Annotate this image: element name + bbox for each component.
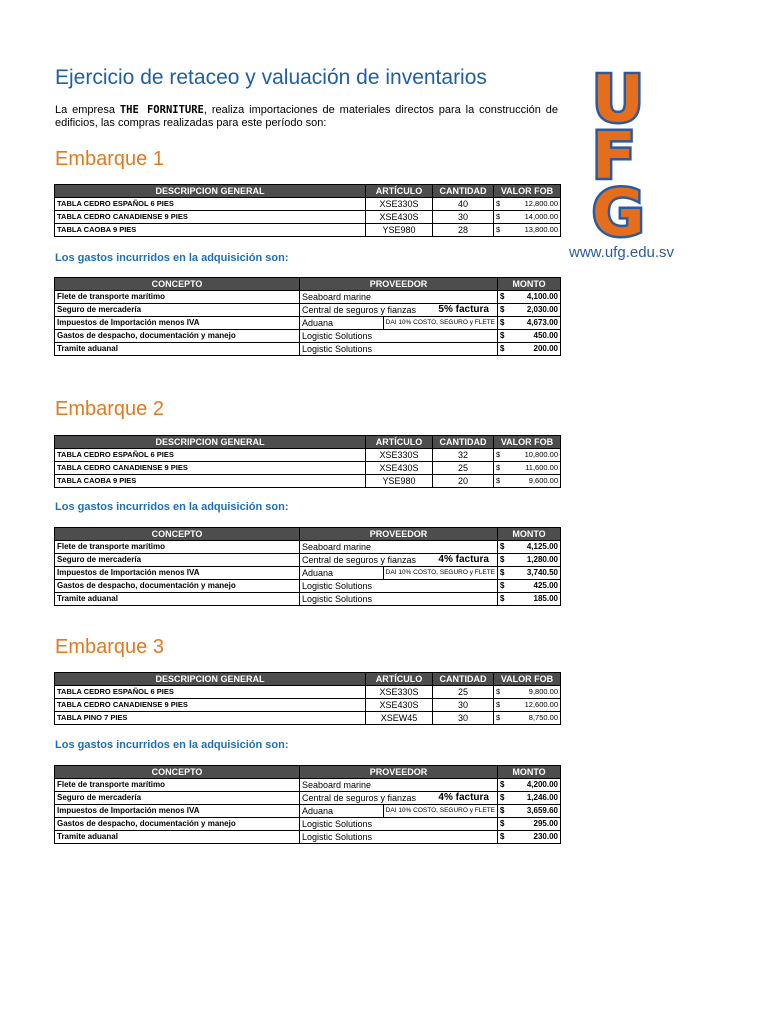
product-description: TABLA CAOBA 9 PIES bbox=[55, 224, 366, 237]
currency-symbol: $ bbox=[500, 594, 505, 603]
table-row bbox=[55, 779, 561, 792]
provider-name: Aduana bbox=[302, 568, 334, 578]
expense-concept: Impuestos de Importación menos IVA bbox=[55, 567, 300, 580]
table-row bbox=[55, 686, 561, 699]
product-article: XSE430S bbox=[366, 699, 433, 712]
currency-symbol: $ bbox=[500, 819, 505, 828]
shipment-1-products-table bbox=[54, 184, 561, 237]
shipment-3-expenses-table bbox=[54, 765, 561, 844]
expense-amount bbox=[498, 580, 561, 593]
expense-concept: Flete de transporte marítimo bbox=[55, 541, 300, 554]
currency-symbol: $ bbox=[496, 700, 501, 709]
logo-url: www.ufg.edu.sv bbox=[569, 244, 675, 261]
expense-provider: Logistic Solutions bbox=[300, 580, 498, 593]
page-title: Ejercicio de retaceo y valuación de inventarios bbox=[55, 66, 487, 89]
product-description: TABLA CEDRO CANADIENSE 9 PIES bbox=[55, 699, 366, 712]
table-row bbox=[55, 475, 561, 488]
table-header-row bbox=[55, 766, 561, 779]
product-description: TABLA CAOBA 9 PIES bbox=[55, 475, 366, 488]
shipment-3-subtitle: Los gastos incurridos en la adquisición son: bbox=[55, 739, 289, 751]
expense-concept: Tramite aduanal bbox=[55, 593, 300, 606]
amount-value: 230.00 bbox=[533, 832, 558, 841]
product-article: XSEW45 bbox=[366, 712, 433, 725]
amount-value: 1,246.00 bbox=[526, 793, 558, 802]
expense-concept: Gastos de despacho, documentación y manejo bbox=[55, 580, 300, 593]
expense-amount bbox=[498, 818, 561, 831]
amount-value: 4,200.00 bbox=[526, 780, 558, 789]
expense-concept: Gastos de despacho, documentación y manejo bbox=[55, 330, 300, 343]
table-row bbox=[55, 699, 561, 712]
expense-provider: Seaboard marine bbox=[300, 779, 498, 792]
product-quantity: 40 bbox=[433, 198, 494, 211]
amount-value: 3,659.60 bbox=[526, 806, 558, 815]
col-header-quantity: CANTIDAD bbox=[433, 673, 494, 686]
currency-symbol: $ bbox=[496, 212, 501, 221]
expense-amount bbox=[498, 567, 561, 580]
expense-concept: Impuestos de Importación menos IVA bbox=[55, 805, 300, 818]
currency-symbol: $ bbox=[500, 581, 505, 590]
intro-before: La empresa bbox=[55, 104, 120, 116]
expense-amount bbox=[498, 317, 561, 330]
expense-provider bbox=[300, 792, 498, 805]
product-quantity: 30 bbox=[433, 712, 494, 725]
product-article: YSE980 bbox=[366, 475, 433, 488]
provider-name: Central de seguros y fianzas bbox=[302, 555, 417, 565]
currency-symbol: $ bbox=[500, 568, 505, 577]
expense-provider: Logistic Solutions bbox=[300, 818, 498, 831]
expense-amount bbox=[498, 805, 561, 818]
shipment-3-products-table bbox=[54, 672, 561, 725]
currency-symbol: $ bbox=[500, 793, 505, 802]
expense-provider: Seaboard marine bbox=[300, 541, 498, 554]
expense-provider bbox=[300, 554, 498, 567]
amount-value: 4,673.00 bbox=[526, 318, 558, 327]
col-header-fob: VALOR FOB bbox=[494, 436, 561, 449]
table-row bbox=[55, 330, 561, 343]
currency-symbol: $ bbox=[500, 344, 505, 353]
expense-concept: Flete de transporte marítimo bbox=[55, 779, 300, 792]
currency-symbol: $ bbox=[496, 687, 501, 696]
product-fob bbox=[494, 712, 561, 725]
logo-letter-g: G bbox=[592, 177, 645, 251]
expense-provider bbox=[300, 304, 498, 317]
shipment-1-subtitle: Los gastos incurridos en la adquisición son: bbox=[55, 252, 289, 264]
product-quantity: 20 bbox=[433, 475, 494, 488]
expense-amount bbox=[498, 304, 561, 317]
provider-extra: 4% factura bbox=[438, 554, 489, 565]
fob-amount: 13,800.00 bbox=[524, 225, 558, 234]
amount-value: 4,125.00 bbox=[526, 542, 558, 551]
table-row bbox=[55, 792, 561, 805]
product-fob bbox=[494, 211, 561, 224]
product-description: TABLA CEDRO ESPAÑOL 6 PIES bbox=[55, 686, 366, 699]
currency-symbol: $ bbox=[500, 305, 505, 314]
shipment-2-subtitle: Los gastos incurridos en la adquisición son: bbox=[55, 501, 289, 513]
table-row bbox=[55, 712, 561, 725]
col-header-fob: VALOR FOB bbox=[494, 673, 561, 686]
col-header-provider: PROVEEDOR bbox=[300, 528, 498, 541]
product-description: TABLA CEDRO ESPAÑOL 6 PIES bbox=[55, 198, 366, 211]
table-row bbox=[55, 304, 561, 317]
amount-value: 3,740.50 bbox=[526, 568, 558, 577]
product-description: TABLA CEDRO ESPAÑOL 6 PIES bbox=[55, 449, 366, 462]
expense-concept: Gastos de despacho, documentación y manejo bbox=[55, 818, 300, 831]
provider-note: DAI 10% COSTO, SEGURO y FLETE bbox=[383, 805, 495, 817]
amount-value: 450.00 bbox=[533, 331, 558, 340]
expense-provider bbox=[300, 567, 498, 580]
company-name: THE FORNITURE bbox=[119, 104, 204, 116]
table-row bbox=[55, 449, 561, 462]
currency-symbol: $ bbox=[500, 318, 505, 327]
col-header-description: DESCRIPCION GENERAL bbox=[55, 185, 366, 198]
product-description: TABLA PINO 7 PIES bbox=[55, 712, 366, 725]
currency-symbol: $ bbox=[496, 476, 501, 485]
intro-after: , realiza importaciones de materiales directos para la construcción de edificios, las compras realizadas para este período son: bbox=[55, 104, 558, 129]
expense-amount bbox=[498, 541, 561, 554]
col-header-amount: MONTO bbox=[498, 766, 561, 779]
product-article: XSE430S bbox=[366, 462, 433, 475]
expense-provider: Logistic Solutions bbox=[300, 330, 498, 343]
product-article: XSE430S bbox=[366, 211, 433, 224]
shipment-2-expenses-table bbox=[54, 527, 561, 606]
expense-concept: Tramite aduanal bbox=[55, 343, 300, 356]
currency-symbol: $ bbox=[500, 780, 505, 789]
fob-amount: 10,800.00 bbox=[524, 450, 558, 459]
logo-letter-u: U bbox=[592, 63, 644, 137]
provider-name: Central de seguros y fianzas bbox=[302, 793, 417, 803]
col-header-article: ARTÍCULO bbox=[366, 673, 433, 686]
col-header-article: ARTÍCULO bbox=[366, 436, 433, 449]
table-row bbox=[55, 580, 561, 593]
shipment-2-products-table bbox=[54, 435, 561, 488]
expense-amount bbox=[498, 330, 561, 343]
expense-provider: Logistic Solutions bbox=[300, 831, 498, 844]
expense-provider: Logistic Solutions bbox=[300, 343, 498, 356]
col-header-concept: CONCEPTO bbox=[55, 278, 300, 291]
product-quantity: 25 bbox=[433, 686, 494, 699]
expense-amount bbox=[498, 593, 561, 606]
product-quantity: 30 bbox=[433, 211, 494, 224]
product-fob bbox=[494, 224, 561, 237]
amount-value: 185.00 bbox=[533, 594, 558, 603]
table-row bbox=[55, 593, 561, 606]
currency-symbol: $ bbox=[500, 292, 505, 301]
product-fob bbox=[494, 699, 561, 712]
product-fob bbox=[494, 475, 561, 488]
fob-amount: 14,000.00 bbox=[524, 212, 558, 221]
expense-amount bbox=[498, 792, 561, 805]
expense-amount bbox=[498, 554, 561, 567]
provider-note: DAI 10% COSTO, SEGURO y FLETE bbox=[383, 317, 495, 329]
table-row bbox=[55, 818, 561, 831]
fob-amount: 9,600.00 bbox=[528, 476, 558, 485]
table-row bbox=[55, 211, 561, 224]
table-header-row bbox=[55, 436, 561, 449]
fob-amount: 8,750.00 bbox=[528, 713, 558, 722]
col-header-concept: CONCEPTO bbox=[55, 766, 300, 779]
expense-concept: Impuestos de Importación menos IVA bbox=[55, 317, 300, 330]
amount-value: 425.00 bbox=[533, 581, 558, 590]
shipment-1-expenses-table bbox=[54, 277, 561, 356]
table-header-row bbox=[55, 278, 561, 291]
intro-paragraph bbox=[55, 104, 558, 130]
currency-symbol: $ bbox=[500, 555, 505, 564]
table-row bbox=[55, 343, 561, 356]
col-header-provider: PROVEEDOR bbox=[300, 766, 498, 779]
shipment-2-title: Embarque 2 bbox=[55, 398, 164, 420]
shipment-3-title: Embarque 3 bbox=[55, 636, 164, 658]
table-row bbox=[55, 198, 561, 211]
fob-amount: 12,800.00 bbox=[524, 199, 558, 208]
col-header-amount: MONTO bbox=[498, 528, 561, 541]
table-row bbox=[55, 224, 561, 237]
table-header-row bbox=[55, 528, 561, 541]
col-header-quantity: CANTIDAD bbox=[433, 185, 494, 198]
expense-concept: Tramite aduanal bbox=[55, 831, 300, 844]
currency-symbol: $ bbox=[496, 463, 501, 472]
fob-amount: 12,600.00 bbox=[524, 700, 558, 709]
product-article: XSE330S bbox=[366, 686, 433, 699]
expense-provider bbox=[300, 317, 498, 330]
amount-value: 1,280.00 bbox=[526, 555, 558, 564]
table-header-row bbox=[55, 673, 561, 686]
product-description: TABLA CEDRO CANADIENSE 9 PIES bbox=[55, 211, 366, 224]
currency-symbol: $ bbox=[496, 225, 501, 234]
amount-value: 200.00 bbox=[533, 344, 558, 353]
expense-concept: Flete de transporte marítimo bbox=[55, 291, 300, 304]
col-header-article: ARTÍCULO bbox=[366, 185, 433, 198]
table-row bbox=[55, 462, 561, 475]
provider-extra: 4% factura bbox=[438, 792, 489, 803]
shipment-1-title: Embarque 1 bbox=[55, 148, 164, 170]
currency-symbol: $ bbox=[496, 713, 501, 722]
product-article: XSE330S bbox=[366, 198, 433, 211]
product-article: YSE980 bbox=[366, 224, 433, 237]
col-header-quantity: CANTIDAD bbox=[433, 436, 494, 449]
product-quantity: 32 bbox=[433, 449, 494, 462]
expense-concept: Seguro de mercadería bbox=[55, 792, 300, 805]
table-row bbox=[55, 541, 561, 554]
product-fob bbox=[494, 462, 561, 475]
provider-name: Aduana bbox=[302, 806, 334, 816]
logo-letter-f: F bbox=[592, 120, 636, 194]
col-header-fob: VALOR FOB bbox=[494, 185, 561, 198]
col-header-description: DESCRIPCION GENERAL bbox=[55, 673, 366, 686]
table-row bbox=[55, 805, 561, 818]
provider-name: Central de seguros y fianzas bbox=[302, 305, 417, 315]
fob-amount: 11,600.00 bbox=[525, 463, 558, 472]
table-row bbox=[55, 554, 561, 567]
product-fob bbox=[494, 449, 561, 462]
currency-symbol: $ bbox=[496, 199, 501, 208]
col-header-provider: PROVEEDOR bbox=[300, 278, 498, 291]
col-header-amount: MONTO bbox=[498, 278, 561, 291]
amount-value: 4,100.00 bbox=[526, 292, 558, 301]
col-header-concept: CONCEPTO bbox=[55, 528, 300, 541]
table-row bbox=[55, 567, 561, 580]
fob-amount: 9,800.00 bbox=[528, 687, 558, 696]
currency-symbol: $ bbox=[500, 542, 505, 551]
provider-note: DAI 10% COSTO, SEGURO y FLETE bbox=[383, 567, 495, 579]
product-fob bbox=[494, 686, 561, 699]
expense-amount bbox=[498, 343, 561, 356]
table-row bbox=[55, 317, 561, 330]
table-header-row bbox=[55, 185, 561, 198]
col-header-description: DESCRIPCION GENERAL bbox=[55, 436, 366, 449]
amount-value: 295.00 bbox=[533, 819, 558, 828]
provider-name: Aduana bbox=[302, 318, 334, 328]
expense-provider: Seaboard marine bbox=[300, 291, 498, 304]
expense-concept: Seguro de mercadería bbox=[55, 304, 300, 317]
table-row bbox=[55, 291, 561, 304]
provider-extra: 5% factura bbox=[438, 304, 489, 315]
currency-symbol: $ bbox=[500, 806, 505, 815]
expense-amount bbox=[498, 291, 561, 304]
currency-symbol: $ bbox=[500, 832, 505, 841]
currency-symbol: $ bbox=[496, 450, 501, 459]
amount-value: 2,030.00 bbox=[526, 305, 558, 314]
product-article: XSE330S bbox=[366, 449, 433, 462]
expense-provider bbox=[300, 805, 498, 818]
product-quantity: 28 bbox=[433, 224, 494, 237]
expense-amount bbox=[498, 779, 561, 792]
product-fob bbox=[494, 198, 561, 211]
expense-provider: Logistic Solutions bbox=[300, 593, 498, 606]
product-description: TABLA CEDRO CANADIENSE 9 PIES bbox=[55, 462, 366, 475]
product-quantity: 25 bbox=[433, 462, 494, 475]
product-quantity: 30 bbox=[433, 699, 494, 712]
expense-concept: Seguro de mercadería bbox=[55, 554, 300, 567]
expense-amount bbox=[498, 831, 561, 844]
table-row bbox=[55, 831, 561, 844]
currency-symbol: $ bbox=[500, 331, 505, 340]
